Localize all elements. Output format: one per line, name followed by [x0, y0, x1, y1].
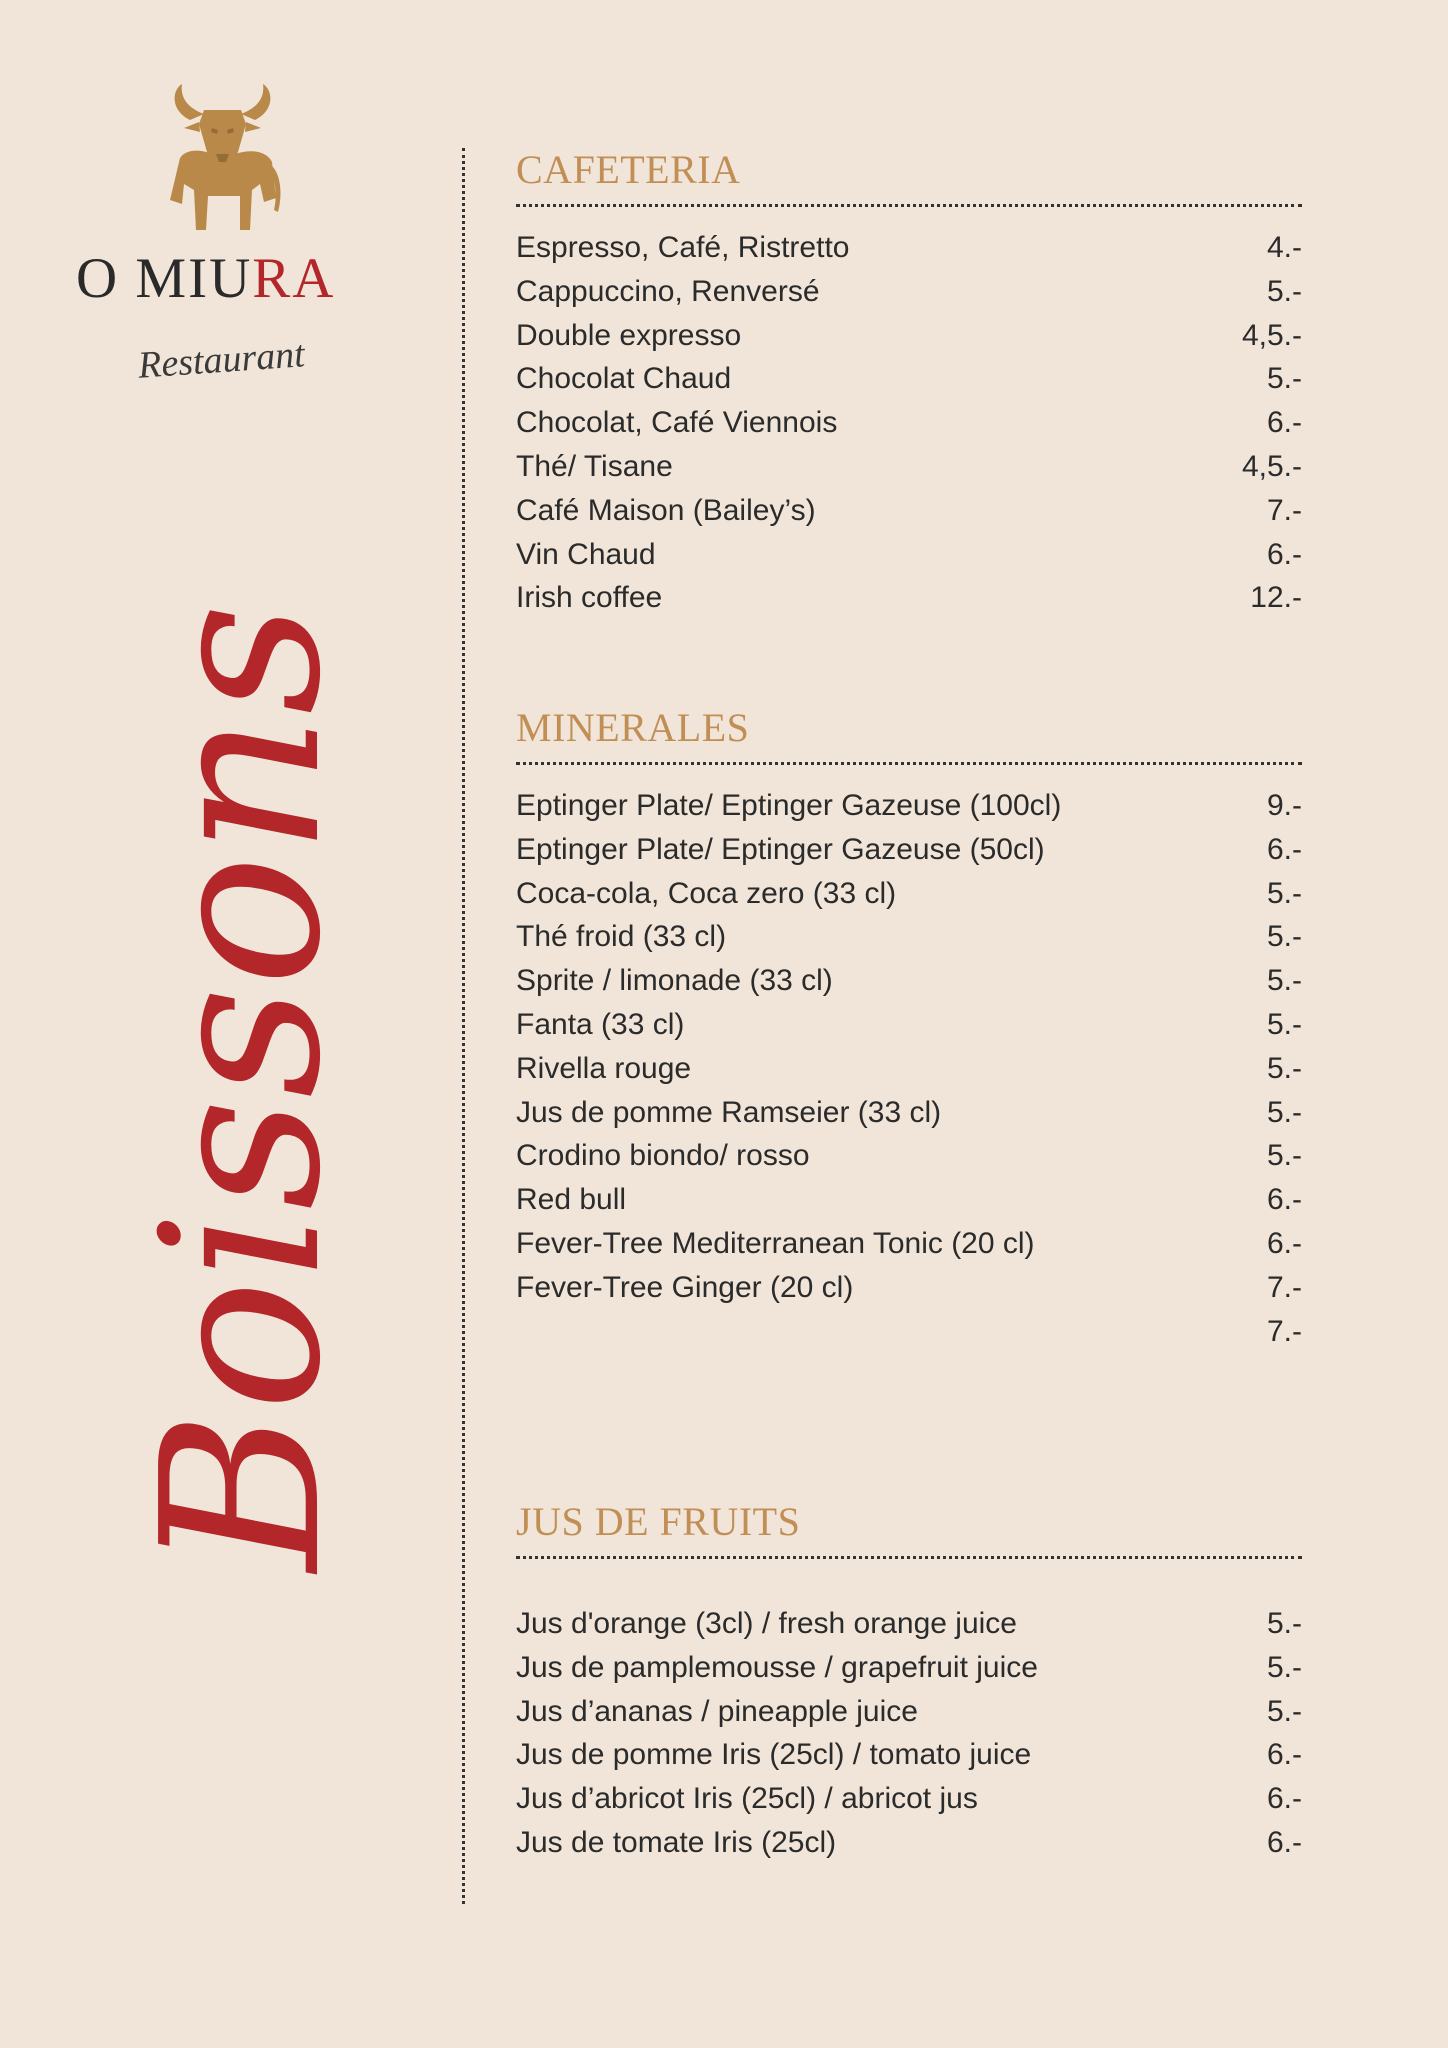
- item-price: 6.-: [1266, 1183, 1302, 1217]
- item-name: Fever-Tree Mediterranean Tonic (20 cl): [516, 1226, 1035, 1260]
- menu-item: [516, 581, 1302, 625]
- brand-name-part1: O MIU: [76, 247, 253, 310]
- menu-item: [516, 1271, 1302, 1315]
- menu-item: [516, 1826, 1302, 1870]
- item-price: 6.-: [1266, 406, 1302, 440]
- menu-item: [516, 319, 1302, 363]
- menu-item: [516, 362, 1302, 406]
- menu-item: [516, 964, 1302, 1008]
- item-name: Crodino biondo/ rosso: [516, 1139, 810, 1173]
- item-price: 5.-: [1266, 1051, 1302, 1085]
- menu-item: [516, 877, 1302, 921]
- item-price: 5.-: [1266, 1694, 1302, 1728]
- bull-icon: [160, 80, 285, 240]
- item-price: 5.-: [1266, 1095, 1302, 1129]
- item-price: 4.-: [1266, 231, 1302, 264]
- menu-item: [516, 920, 1302, 964]
- item-name: Jus de pomme Iris (25cl) / tomato juice: [516, 1738, 1032, 1772]
- item-name: Jus d’ananas / pineapple juice: [516, 1694, 918, 1728]
- brand-subtitle: Restaurant: [136, 333, 307, 387]
- item-name: Jus d’abricot Iris (25cl) / abricot jus: [516, 1782, 978, 1816]
- vertical-divider: [462, 148, 465, 1904]
- page-title: Boissons: [116, 602, 369, 1572]
- item-name: Double expresso: [516, 318, 742, 352]
- menu-item: [516, 1782, 1302, 1826]
- item-name: Café Maison (Bailey’s): [516, 493, 816, 527]
- section-title: JUS DE FRUITS: [516, 1502, 1302, 1559]
- item-name: Chocolat, Café Viennois: [516, 406, 838, 440]
- item-name: Jus de pamplemousse / grapefruit juice: [516, 1650, 1038, 1684]
- menu-item: [516, 1139, 1302, 1183]
- item-name: Thé froid (33 cl): [516, 920, 727, 954]
- item-price: 5.-: [1266, 876, 1302, 910]
- menu-item: [516, 275, 1302, 319]
- item-name: Jus de tomate Iris (25cl): [516, 1825, 837, 1859]
- item-price: 4,5.-: [1241, 318, 1302, 352]
- item-list: [516, 789, 1302, 1358]
- brand-name-part2: RA: [252, 247, 336, 310]
- menu-item: [516, 406, 1302, 450]
- item-price: 5.-: [1266, 1650, 1302, 1684]
- item-price: 7.-: [1266, 493, 1302, 527]
- item-price: 4,5.-: [1241, 449, 1302, 483]
- item-name: Eptinger Plate/ Eptinger Gazeuse (100cl): [516, 789, 1062, 822]
- item-name: Sprite / limonade (33 cl): [516, 964, 833, 998]
- menu-item: [516, 1695, 1302, 1739]
- item-price: 5.-: [1266, 1139, 1302, 1173]
- item-price: 9.-: [1266, 789, 1302, 822]
- menu-item: [516, 1096, 1302, 1140]
- item-name: Fanta (33 cl): [516, 1007, 685, 1041]
- item-name: Chocolat Chaud: [516, 362, 732, 396]
- item-list: [516, 1607, 1302, 1870]
- item-name: Jus de pomme Ramseier (33 cl): [516, 1095, 942, 1129]
- item-name: Jus d'orange (3cl) / fresh orange juice: [516, 1607, 1017, 1640]
- menu-item: [516, 1052, 1302, 1096]
- item-price: 5.-: [1266, 964, 1302, 998]
- item-name: Cappuccino, Renversé: [516, 274, 820, 308]
- brand-name: [76, 247, 336, 310]
- item-list: [516, 231, 1302, 625]
- item-price: 7.-: [1266, 1314, 1302, 1348]
- section-cafeteria: [516, 147, 1302, 625]
- section-minerales: [516, 705, 1302, 1358]
- menu-item: [516, 494, 1302, 538]
- item-name: Thé/ Tisane: [516, 449, 673, 483]
- menu-item: [516, 1651, 1302, 1695]
- section-title: MINERALES: [516, 708, 1302, 765]
- item-name: Rivella rouge: [516, 1051, 692, 1085]
- item-name: Eptinger Plate/ Eptinger Gazeuse (50cl): [516, 832, 1045, 866]
- item-name: Irish coffee: [516, 581, 663, 615]
- menu-item: [516, 789, 1302, 833]
- menu-item: [516, 1227, 1302, 1271]
- menu-item: [516, 1183, 1302, 1227]
- item-name: Fever-Tree Ginger (20 cl): [516, 1270, 854, 1304]
- menu-item: [516, 1008, 1302, 1052]
- menu-item: [516, 231, 1302, 275]
- section-jus-de-fruits: [516, 1499, 1302, 1870]
- item-price: 6.-: [1266, 1825, 1302, 1859]
- item-price: 6.-: [1266, 1782, 1302, 1816]
- menu-item: [516, 450, 1302, 494]
- menu-item: [516, 833, 1302, 877]
- item-price: 5.-: [1266, 274, 1302, 308]
- menu-item: [516, 1738, 1302, 1782]
- section-title: CAFETERIA: [516, 150, 1302, 207]
- item-price: 5.-: [1266, 920, 1302, 954]
- item-price: 5.-: [1266, 1607, 1302, 1640]
- restaurant-logo: [60, 80, 360, 390]
- item-price: 7.-: [1266, 1270, 1302, 1304]
- item-price: 6.-: [1266, 1738, 1302, 1772]
- item-price: 12.-: [1250, 581, 1302, 615]
- item-name: Coca-cola, Coca zero (33 cl): [516, 876, 897, 910]
- item-price: 6.-: [1266, 537, 1302, 571]
- item-price: 6.-: [1266, 832, 1302, 866]
- item-name: Espresso, Café, Ristretto: [516, 231, 850, 264]
- item-price: 5.-: [1266, 362, 1302, 396]
- item-price: 5.-: [1266, 1007, 1302, 1041]
- item-price: 6.-: [1266, 1226, 1302, 1260]
- menu-item: [516, 538, 1302, 582]
- menu-item: [516, 1607, 1302, 1651]
- item-name: Red bull: [516, 1183, 627, 1217]
- item-name: Vin Chaud: [516, 537, 656, 571]
